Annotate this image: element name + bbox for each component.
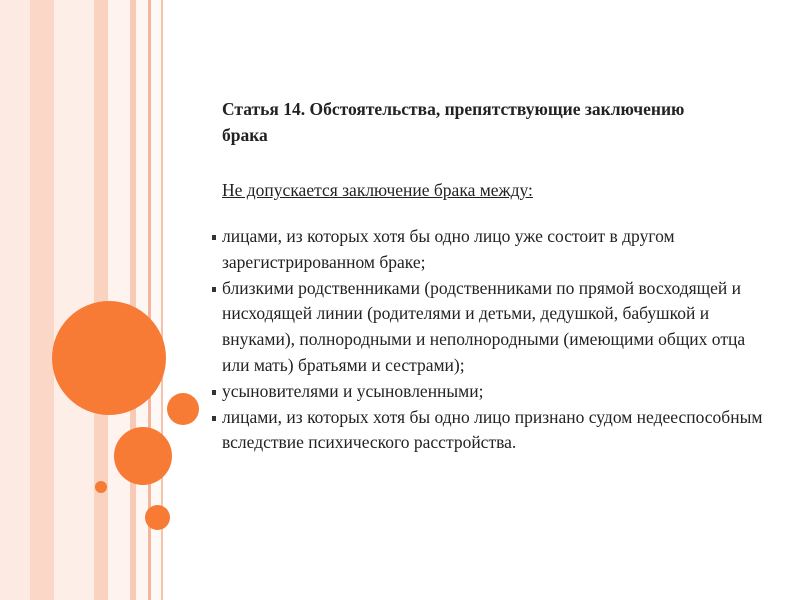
article-title: Статья 14. Обстоятельства, препятствующие заключению брака bbox=[222, 99, 685, 145]
list-item-text: близкими родственниками (родственниками по прямой восходящей и нисходящей линии (родителями и детьми, дедушкой, бабушкой и внуками), полнородными и неполнородными (имеющими общих отца или мать) братьями и сестрами); bbox=[222, 277, 746, 375]
article-subtitle: Не допускается заключение брака между: bbox=[222, 180, 533, 200]
article-content bbox=[212, 96, 772, 456]
list-item bbox=[212, 276, 772, 379]
list-item-text: лицами, из которых хотя бы одно лицо уже состоит в другом зарегистрированном браке; bbox=[222, 226, 675, 272]
list-item-text: лицами, из которых хотя бы одно лицо признано судом недееспособным вследствие психического расстройства. bbox=[222, 406, 763, 453]
bullet-icon bbox=[212, 287, 216, 292]
decor-circle-large bbox=[52, 301, 166, 415]
bullet-icon bbox=[212, 235, 216, 240]
bullet-icon bbox=[212, 416, 216, 421]
decor-circle-small bbox=[145, 505, 170, 530]
bullet-icon bbox=[212, 390, 216, 395]
decor-stripe bbox=[0, 0, 30, 600]
list-item-text: усыновителями и усыновленными; bbox=[222, 380, 484, 401]
decor-stripe bbox=[94, 0, 108, 600]
decor-stripe bbox=[30, 0, 54, 600]
list-item bbox=[212, 379, 772, 405]
decor-stripe bbox=[108, 0, 130, 600]
decor-stripe bbox=[54, 0, 94, 600]
list-item bbox=[212, 224, 772, 276]
decor-circle-small bbox=[167, 393, 199, 425]
prohibition-list bbox=[212, 224, 772, 456]
list-item bbox=[212, 405, 772, 457]
decor-circle-medium bbox=[114, 427, 172, 485]
decor-circle-dot bbox=[95, 481, 107, 493]
